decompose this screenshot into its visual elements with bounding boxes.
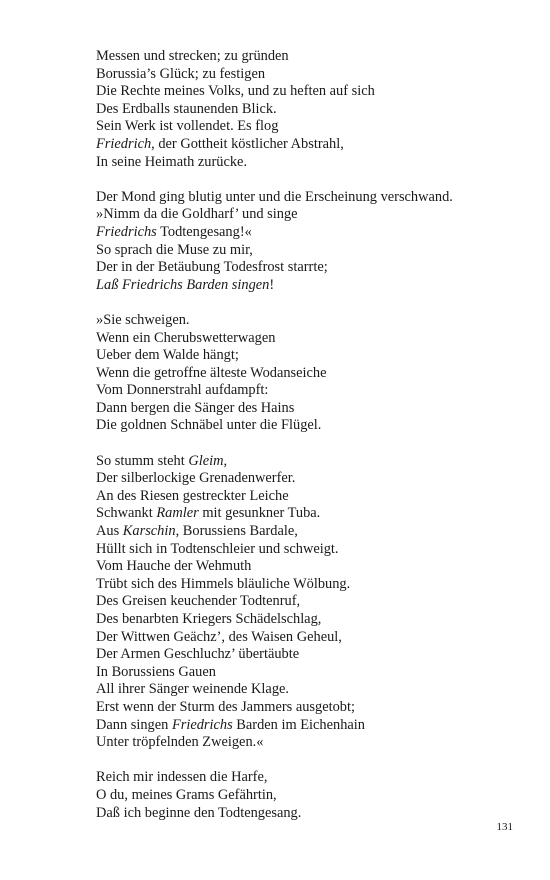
italic-text: Laß Friedrichs Barden singen	[96, 276, 270, 293]
text-segment: mit gesunkner Tuba.	[198, 505, 321, 522]
poem-line	[96, 206, 516, 224]
text-segment: Ueber dem Walde hängt;	[96, 347, 239, 364]
text-segment: Vom Hauche der Wehmuth	[96, 558, 252, 575]
poem-line	[96, 118, 516, 136]
poem-line	[96, 629, 516, 647]
poem-line	[96, 787, 516, 805]
text-segment: Sein Werk ist vollendet. Es flog	[96, 118, 279, 135]
text-segment: Trübt sich des Himmels bläuliche Wölbung.	[96, 575, 351, 592]
text-segment: Dann bergen die Sänger des Hains	[96, 399, 295, 416]
page-number: 131	[496, 821, 513, 833]
text-segment: Messen und strecken; zu gründen	[96, 48, 289, 64]
poem-line	[96, 277, 516, 295]
poem-line	[96, 136, 516, 154]
text-segment: Der Mond ging blutig unter und die Erscheinung verschwand.	[96, 188, 453, 205]
text-segment: ,	[223, 452, 228, 469]
text-segment: Des Erdballs staunenden Blick.	[96, 100, 277, 117]
poem-line	[96, 242, 516, 260]
poem-line	[96, 154, 516, 172]
poem-line	[96, 382, 516, 400]
poem-line	[96, 593, 516, 611]
text-segment: Der silberlockige Grenadenwerfer.	[96, 470, 296, 487]
text-segment: Todtengesang!«	[156, 223, 252, 240]
text-segment: Unter tröpfelnden Zweigen.«	[96, 734, 264, 751]
poem-line	[96, 66, 516, 84]
text-segment: Wenn die getroffne älteste Wodanseiche	[96, 364, 327, 381]
poem-line	[96, 681, 516, 699]
text-segment: Der Wittwen Geächz’, des Waisen Geheul,	[96, 628, 342, 645]
poem-line	[96, 717, 516, 735]
text-segment: , Borussiens Bardale,	[175, 523, 298, 540]
text-segment: , der Gottheit köstlicher Abstrahl,	[151, 135, 344, 152]
poem-line	[96, 347, 516, 365]
text-segment: In seine Heimath zurücke.	[96, 153, 248, 170]
poem-line	[96, 365, 516, 383]
italic-text: Friedrichs	[96, 223, 157, 240]
poem-line	[96, 453, 516, 471]
poem-line	[96, 417, 516, 435]
poem-line	[96, 611, 516, 629]
text-segment: Der in der Betäubung Todesfrost starrte;	[96, 259, 328, 276]
text-segment: Die Rechte meines Volks, und zu heften auf sich	[96, 83, 375, 100]
poem-line	[96, 224, 516, 242]
poem-line	[96, 101, 516, 119]
poem-line	[96, 48, 516, 66]
text-segment: Wenn ein Cherubswetterwagen	[96, 329, 276, 346]
text-segment: Dann singen	[96, 716, 172, 733]
text-segment: An des Riesen gestreckter Leiche	[96, 487, 289, 504]
text-segment: Vom Donnerstrahl aufdampft:	[96, 382, 269, 399]
poem-line	[96, 805, 516, 823]
text-segment: !	[269, 276, 275, 293]
italic-text: Karschin	[122, 523, 176, 540]
text-segment: »Sie schweigen.	[96, 311, 190, 328]
text-segment: Reich mir indessen die Harfe,	[96, 769, 268, 786]
poem-line	[96, 699, 516, 717]
stanza	[96, 48, 516, 171]
poem-line	[96, 646, 516, 664]
text-segment: All ihrer Sänger weinende Klage.	[96, 681, 290, 698]
italic-text: Friedrichs	[171, 716, 233, 733]
poem-line	[96, 259, 516, 277]
stanza	[96, 189, 516, 295]
poem-line	[96, 189, 516, 207]
text-segment: Barden im Eichenhain	[232, 716, 365, 733]
italic-text: Ramler	[156, 505, 199, 522]
text-segment: Aus	[96, 523, 123, 540]
text-segment: Daß ich beginne den Todtengesang.	[96, 804, 302, 821]
poem-line	[96, 664, 516, 682]
text-segment: So sprach die Muse zu mir,	[96, 241, 253, 258]
poem-line	[96, 558, 516, 576]
text-segment: So stumm steht	[96, 452, 189, 469]
text-segment: »Nimm da die Goldharf’ und singe	[96, 206, 298, 223]
poem-line	[96, 523, 516, 541]
poem-line	[96, 734, 516, 752]
stanza	[96, 453, 516, 752]
poem-line	[96, 312, 516, 330]
text-segment: Borussia’s Glück; zu festigen	[96, 65, 266, 82]
poem-line	[96, 470, 516, 488]
poem-line	[96, 488, 516, 506]
text-segment: Erst wenn der Sturm des Jammers ausgetobt;	[96, 698, 355, 715]
text-segment: Hüllt sich in Todtenschleier und schweigt.	[96, 540, 339, 557]
text-segment: Die goldnen Schnäbel unter die Flügel.	[96, 417, 322, 434]
poem-text	[96, 48, 516, 822]
text-segment: Des Greisen keuchender Todtenruf,	[96, 593, 301, 610]
text-segment: Der Armen Geschluchz’ übertäubte	[96, 646, 300, 663]
italic-text: Friedrich	[96, 135, 152, 152]
italic-text: Gleim	[188, 452, 224, 469]
poem-line	[96, 505, 516, 523]
stanza	[96, 312, 516, 435]
text-segment: O du, meines Grams Gefährtin,	[96, 786, 277, 803]
poem-line	[96, 83, 516, 101]
text-segment: Des benarbten Kriegers Schädelschlag,	[96, 611, 322, 627]
text-segment: Schwankt	[96, 505, 157, 522]
poem-line	[96, 330, 516, 348]
poem-line	[96, 576, 516, 594]
poem-line	[96, 400, 516, 418]
poem-line	[96, 769, 516, 787]
poem-line	[96, 541, 516, 559]
stanza	[96, 769, 516, 822]
text-segment: In Borussiens Gauen	[96, 663, 216, 680]
